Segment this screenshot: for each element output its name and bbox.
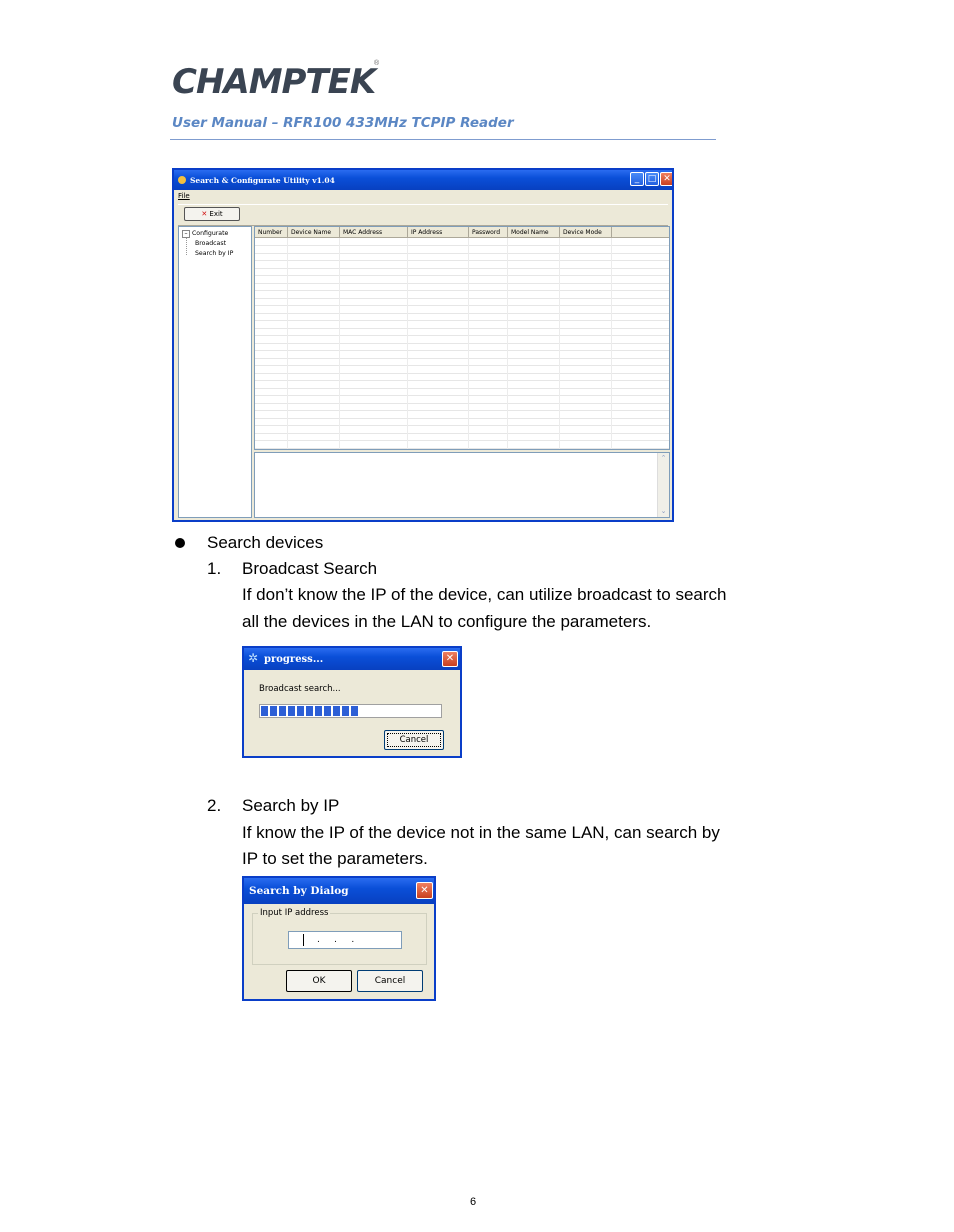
page-number: 6	[470, 1196, 477, 1208]
col-device-mode[interactable]: Device Mode	[560, 227, 612, 238]
search-dialog	[242, 876, 436, 1001]
table-row	[255, 305, 669, 306]
collapse-icon: –	[182, 230, 190, 238]
column-separator	[287, 238, 288, 449]
table-row	[255, 253, 669, 254]
table-row	[255, 388, 669, 389]
gear-icon: ✲	[248, 651, 259, 665]
table-row	[255, 365, 669, 366]
column-separator	[559, 238, 560, 449]
col-model-name[interactable]: Model Name	[508, 227, 560, 238]
search-title: Search by Dialog	[249, 885, 349, 897]
table-row	[255, 380, 669, 381]
registered-mark: ®	[374, 60, 380, 67]
table-row	[255, 245, 669, 246]
table-row	[255, 418, 669, 419]
item2-line2: IP to set the parameters.	[242, 849, 428, 868]
column-separator	[407, 238, 408, 449]
ok-button[interactable]: OK	[286, 970, 352, 992]
tree-root-label: Configurate	[191, 230, 229, 237]
item2-title: Search by IP	[242, 796, 340, 815]
bullet-icon	[175, 538, 185, 548]
progress-title-bar[interactable]	[244, 648, 460, 670]
app-icon	[178, 176, 186, 184]
menu-file[interactable]: File	[178, 192, 190, 200]
config-tree	[178, 226, 252, 518]
close-x-icon: ✕	[201, 210, 208, 218]
ip-address-input[interactable]	[288, 931, 402, 949]
progress-cancel-button[interactable]: Cancel	[384, 730, 444, 750]
header-rule	[170, 139, 716, 140]
column-separator	[468, 238, 469, 449]
table-row	[255, 290, 669, 291]
progress-close-button[interactable]: ✕	[442, 651, 458, 667]
tree-root[interactable]	[182, 230, 228, 238]
table-row	[255, 425, 669, 426]
item1-number: 1.	[207, 559, 222, 578]
col-ip-address[interactable]: IP Address	[408, 227, 469, 238]
table-row	[255, 260, 669, 261]
item1-title: Broadcast Search	[242, 559, 378, 578]
table-row	[255, 275, 669, 276]
toolbar	[178, 204, 668, 226]
table-row	[255, 350, 669, 351]
table-row	[255, 373, 669, 374]
progress-title: progress...	[264, 653, 324, 665]
table-row	[255, 313, 669, 314]
device-table	[254, 226, 670, 450]
table-row	[255, 410, 669, 411]
table-row	[255, 320, 669, 321]
log-area[interactable]	[254, 452, 670, 518]
table-row	[255, 283, 669, 284]
champtek-logo: CHAMPTEK	[172, 62, 376, 102]
table-row	[255, 268, 669, 269]
document-subtitle: User Manual – RFR100 433MHz TCPIP Reader	[172, 115, 514, 131]
ip-group-label: Input IP address	[260, 908, 329, 918]
minimize-button[interactable]: _	[630, 172, 644, 186]
table-row	[255, 433, 669, 434]
tree-item-broadcast[interactable]: Broadcast	[195, 240, 227, 247]
column-separator	[339, 238, 340, 449]
col-number[interactable]: Number	[255, 227, 288, 238]
search-cancel-button[interactable]: Cancel	[357, 970, 423, 992]
scroll-up-icon[interactable]: ⌃	[660, 454, 667, 462]
column-separator	[611, 238, 612, 449]
progress-fill	[261, 706, 358, 716]
search-title-bar[interactable]	[244, 878, 434, 904]
table-row	[255, 448, 669, 449]
exit-button[interactable]	[184, 207, 240, 221]
table-row	[255, 335, 669, 336]
progress-label: Broadcast search...	[259, 684, 341, 694]
exit-button-label: Exit	[209, 210, 223, 218]
maximize-button[interactable]: □	[645, 172, 659, 186]
item1-line1: If don’t know the IP of the device, can utilize broadcast to search	[242, 585, 727, 604]
ip-octet-separators: . . .	[317, 935, 355, 945]
col-password[interactable]: Password	[469, 227, 508, 238]
table-row	[255, 395, 669, 396]
col-empty	[612, 227, 670, 238]
col-device-name[interactable]: Device Name	[288, 227, 340, 238]
utility-title-bar[interactable]	[174, 170, 672, 190]
bullet-text: Search devices	[207, 533, 324, 552]
table-row	[255, 403, 669, 404]
text-cursor	[303, 934, 304, 946]
item2-number: 2.	[207, 796, 222, 815]
progress-dialog	[242, 646, 462, 758]
table-row	[255, 328, 669, 329]
log-scrollbar[interactable]	[657, 453, 669, 517]
table-row	[255, 343, 669, 344]
close-button[interactable]: ✕	[660, 172, 674, 186]
col-mac-address[interactable]: MAC Address	[340, 227, 408, 238]
progress-bar	[259, 704, 442, 718]
utility-title: Search & Configurate Utility v1.04	[190, 175, 335, 185]
table-row	[255, 358, 669, 359]
tree-item-search-by-ip[interactable]: Search by IP	[195, 250, 234, 257]
search-close-button[interactable]: ✕	[416, 882, 433, 899]
column-separator	[507, 238, 508, 449]
scroll-down-icon[interactable]: ⌄	[660, 507, 667, 515]
item2-line1: If know the IP of the device not in the same LAN, can search by	[242, 823, 720, 842]
utility-window	[172, 168, 674, 522]
item1-line2: all the devices in the LAN to configure the parameters.	[242, 612, 652, 631]
table-row	[255, 298, 669, 299]
table-row	[255, 440, 669, 441]
